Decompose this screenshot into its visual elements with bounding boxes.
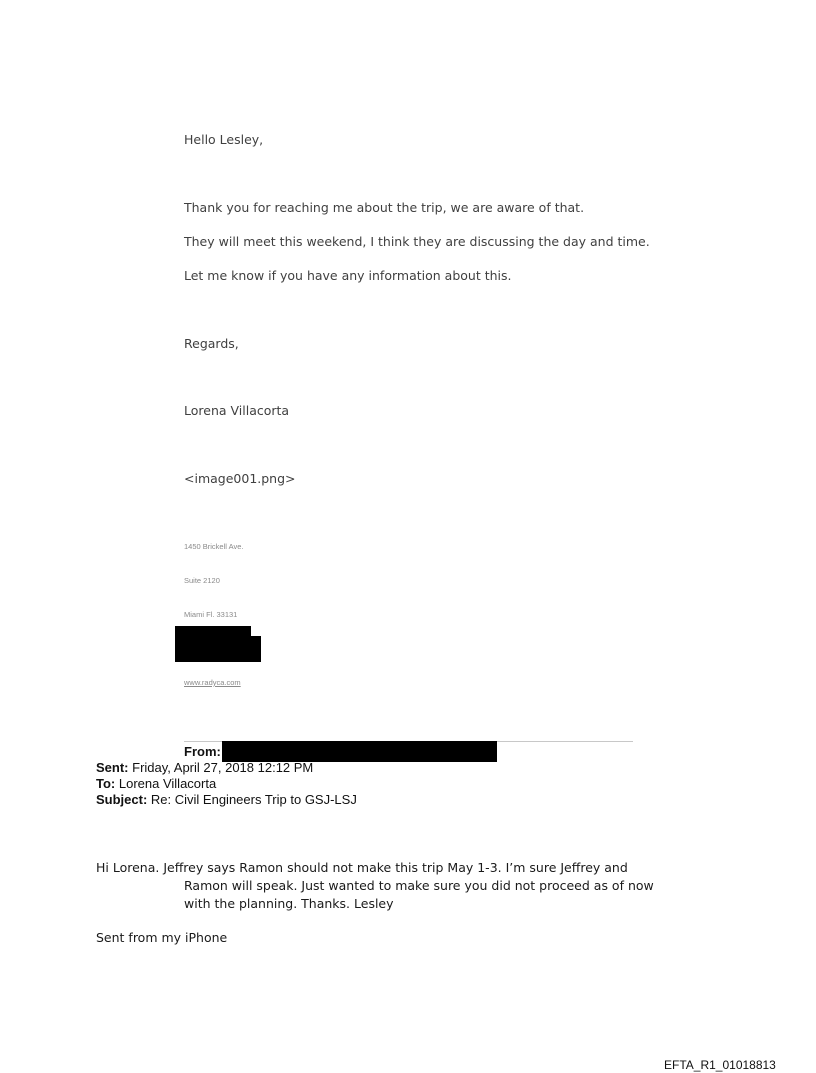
subject-label: Subject: xyxy=(96,792,148,807)
reply-line: Hi Lorena. Jeffrey says Ramon should not make this trip May 1-3. I’m sure Jeffrey and xyxy=(96,860,628,875)
sent-label: Sent: xyxy=(96,760,129,775)
to-line xyxy=(96,776,216,791)
subject-line xyxy=(96,792,357,807)
address-line: 1450 Brickell Ave. xyxy=(184,542,244,551)
sent-from-line: Sent from my iPhone xyxy=(96,930,228,945)
bates-number: EFTA_R1_01018813 xyxy=(664,1058,776,1072)
signature-name: Lorena Villacorta xyxy=(184,403,290,418)
closing: Regards, xyxy=(184,336,239,351)
body-paragraph: They will meet this weekend, I think they are discussing the day and time. xyxy=(184,234,650,249)
to-label: To: xyxy=(96,776,116,791)
sent-line xyxy=(96,760,313,775)
to-value: Lorena Villacorta xyxy=(118,776,217,791)
website-link[interactable]: www.radyca.com xyxy=(184,678,241,687)
redaction-block xyxy=(175,636,261,662)
reply-line: Ramon will speak. Just wanted to make sure you did not proceed as of now xyxy=(184,878,654,893)
sent-value: Friday, April 27, 2018 12:12 PM xyxy=(132,760,314,775)
from-label: From: xyxy=(184,744,221,759)
redaction-block xyxy=(222,741,497,762)
image-placeholder: <image001.png> xyxy=(184,471,296,486)
address-line: Miami Fl. 33131 xyxy=(184,610,238,619)
greeting: Hello Lesley, xyxy=(184,132,264,147)
reply-line: with the planning. Thanks. Lesley xyxy=(184,896,394,911)
subject-value: Re: Civil Engineers Trip to GSJ-LSJ xyxy=(150,792,357,807)
address-line: Suite 2120 xyxy=(184,576,220,585)
body-paragraph: Thank you for reaching me about the trip, we are aware of that. xyxy=(184,200,585,215)
body-paragraph: Let me know if you have any information about this. xyxy=(184,268,512,283)
